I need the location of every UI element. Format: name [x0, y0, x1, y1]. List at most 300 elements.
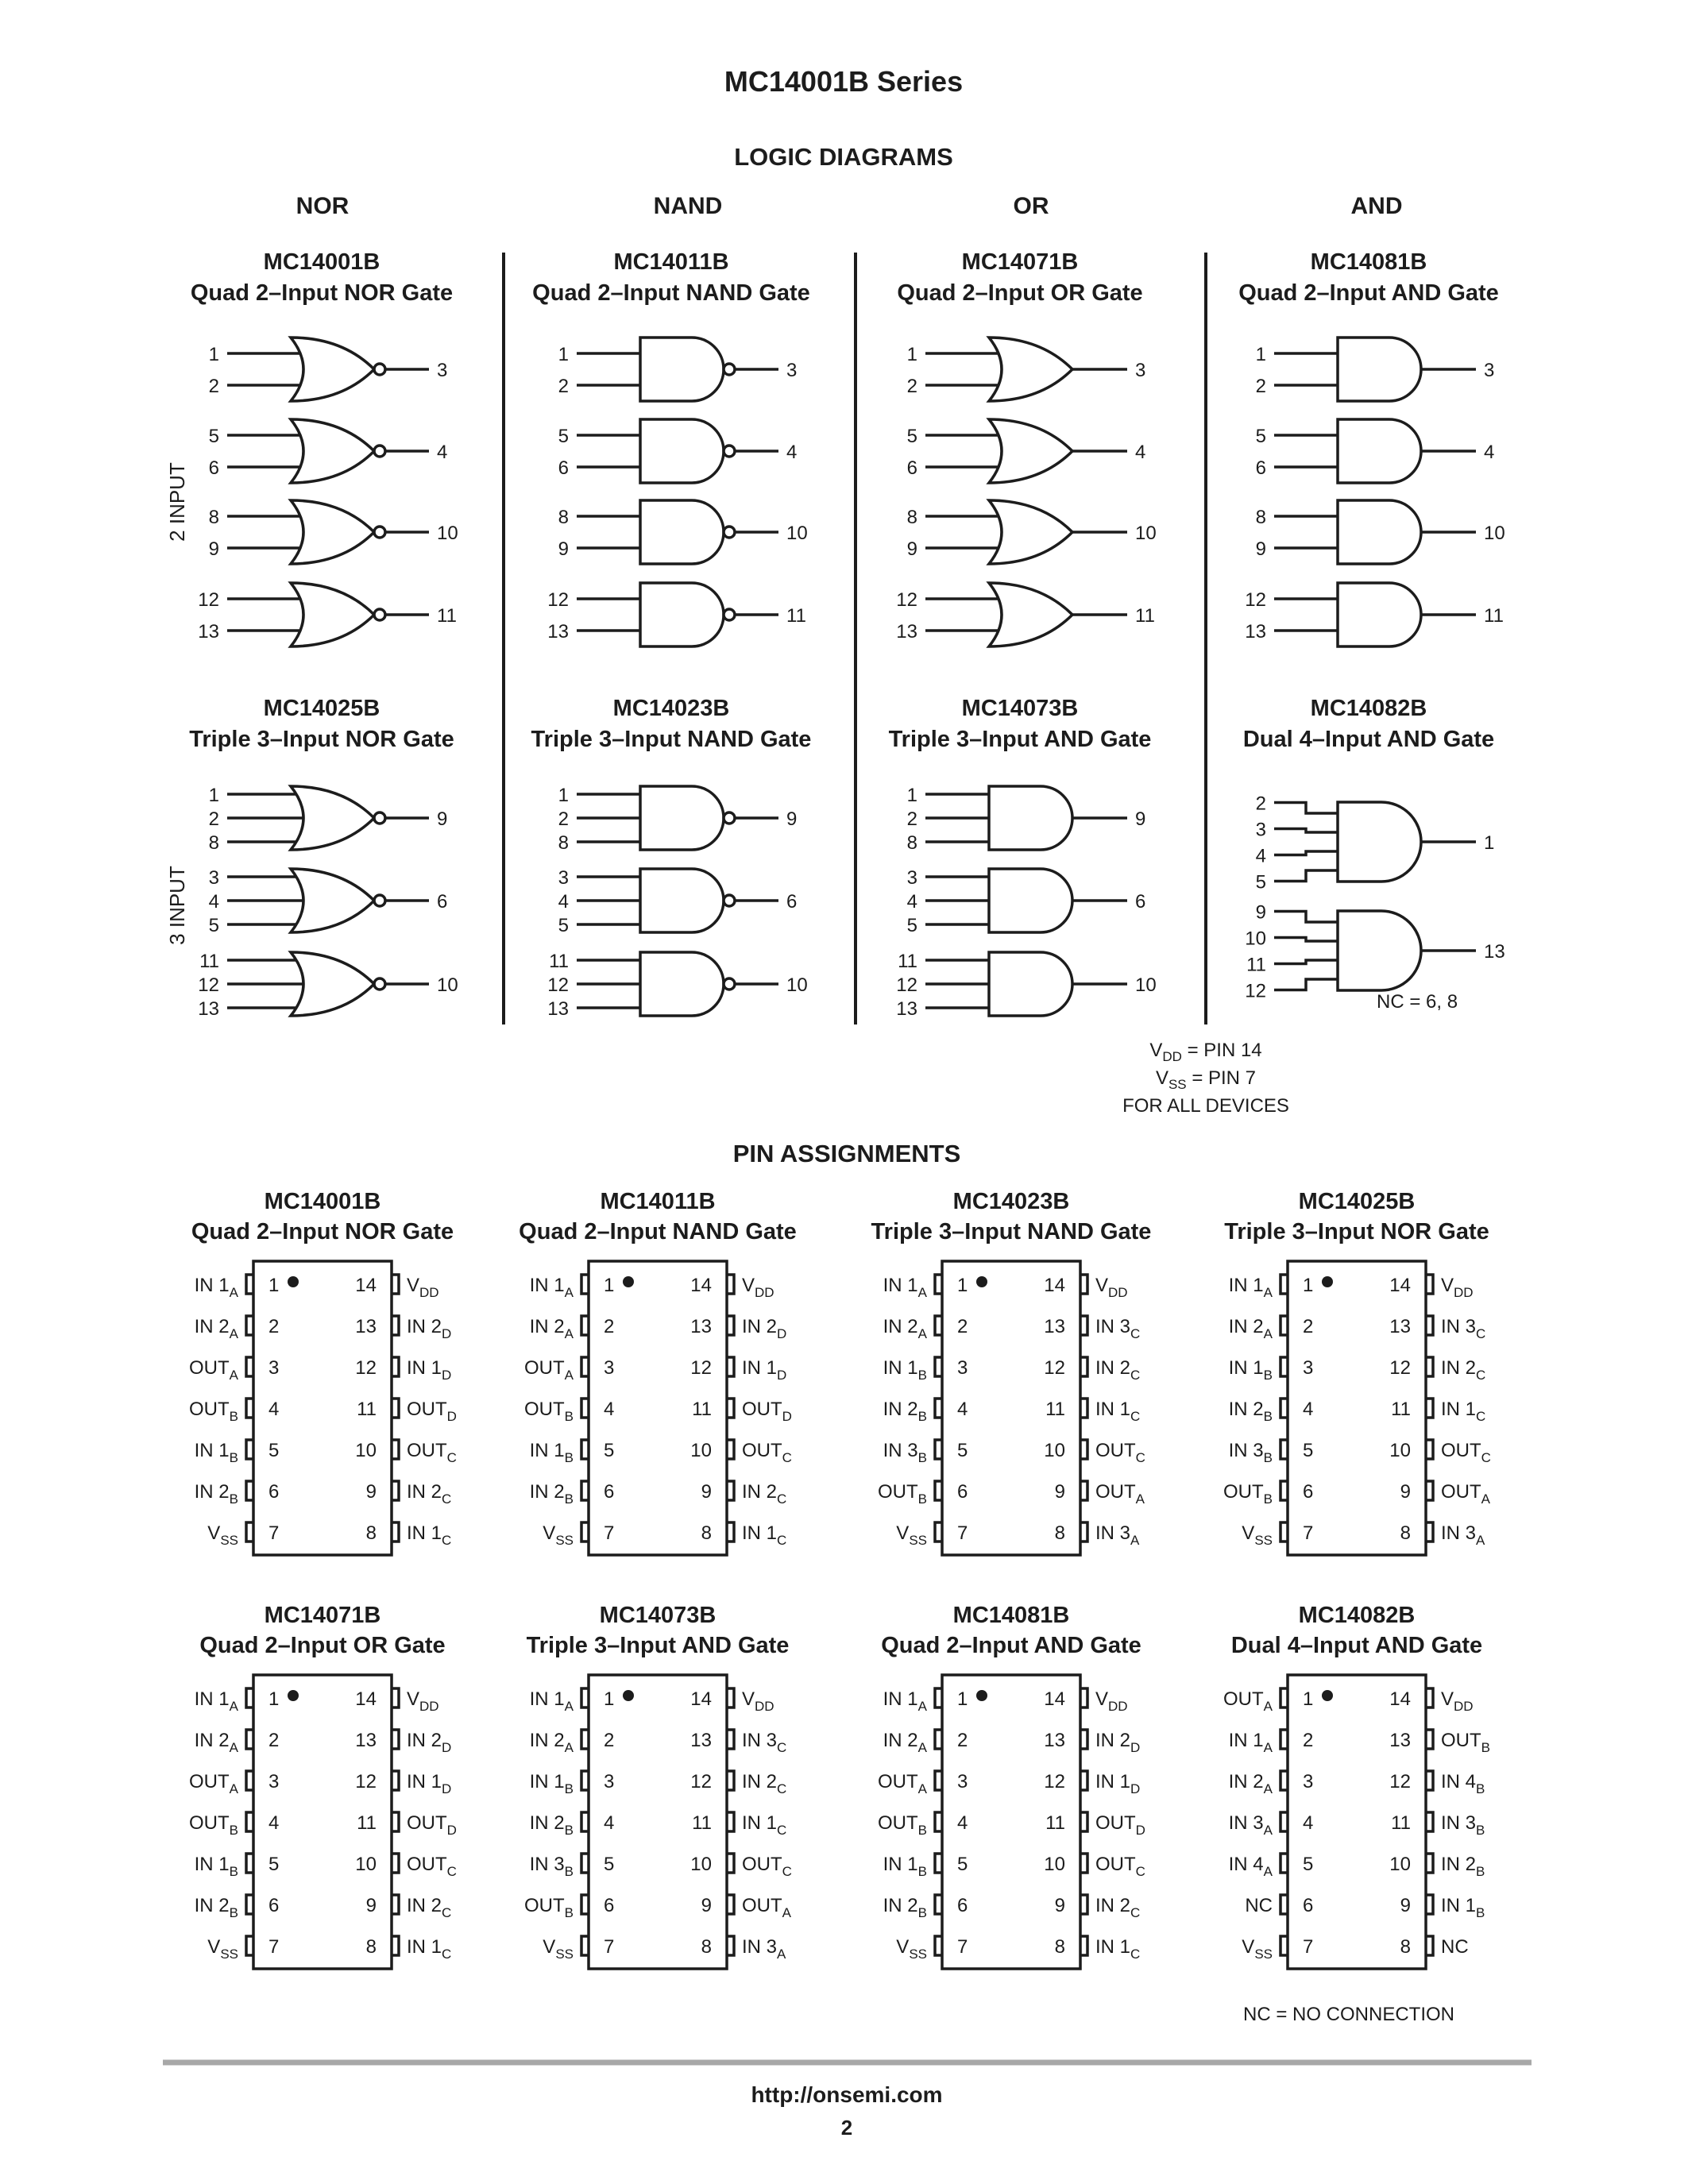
gate-body: [291, 419, 374, 483]
gate-input-wire: [1274, 870, 1338, 882]
pin-label-left: $V_{SS}$: [1242, 1522, 1273, 1548]
gate-input-pin: 8: [1255, 507, 1266, 528]
pin-package-mc14082b: [1223, 1603, 1490, 1969]
gate-input-pin: 2: [208, 808, 219, 830]
gate-body: [640, 869, 724, 932]
pin-label-right: IN $3_A$: [1441, 1522, 1485, 1548]
gate-input-pin: 3: [208, 867, 219, 889]
pin-label-right: $OUT_D$: [1095, 1812, 1145, 1838]
pin-number-left: 1: [957, 1275, 968, 1296]
pin-label-left: IN $1_A$: [529, 1688, 574, 1714]
pin-label-right: IN $3_C$: [742, 1730, 787, 1755]
gate-input-pin: 2: [906, 808, 917, 830]
pin-number-right: 12: [690, 1771, 712, 1792]
gate-output-pin: 4: [437, 442, 448, 463]
logic-part-number: MC14073B: [961, 696, 1079, 721]
logic-gate-and: [1245, 583, 1504, 646]
gate-body: [291, 583, 374, 646]
gate-output-pin: 3: [1484, 360, 1495, 381]
pin-label-left: IN $1_A$: [883, 1275, 927, 1300]
pin-label-right: IN $1_C$: [1095, 1936, 1141, 1962]
gate-input-pin: 12: [896, 589, 917, 611]
pin-number-right: 10: [1389, 1440, 1411, 1461]
pin-number-left: 4: [604, 1399, 615, 1420]
gate-input-pin: 9: [1255, 538, 1266, 560]
gate-input-pin: 1: [558, 785, 569, 806]
pin-label-right: IN $1_B$: [1441, 1895, 1485, 1920]
pin-number-right: 14: [1389, 1688, 1411, 1710]
pin-label-left: $V_{SS}$: [543, 1522, 574, 1548]
inversion-bubble: [724, 812, 735, 824]
gate-input-pin: 12: [1245, 980, 1266, 1002]
pin-label-left: IN $2_A$: [529, 1730, 574, 1755]
pin-number-left: 6: [604, 1481, 615, 1503]
pin-number-right: 9: [701, 1481, 712, 1503]
pin-label-right: $OUT_C$: [1095, 1440, 1145, 1465]
page-title: MC14001B Series: [724, 65, 964, 98]
pin-number-right: 14: [355, 1275, 377, 1296]
pin-label-right: IN $1_D$: [407, 1357, 452, 1383]
gate-input-pin: 2: [208, 376, 219, 397]
gate-output-pin: 10: [786, 523, 808, 544]
inversion-bubble: [374, 364, 385, 375]
pin-number-left: 7: [1303, 1936, 1314, 1958]
gate-output-pin: 4: [1135, 442, 1146, 463]
package-part-number: MC14025B: [1298, 1189, 1416, 1214]
gate-output-pin: 6: [786, 891, 798, 913]
pin-number-left: 5: [1303, 1854, 1314, 1875]
pin-number-right: 12: [690, 1357, 712, 1379]
gate-output-pin: 10: [437, 523, 458, 544]
package-description: Quad 2–Input AND Gate: [881, 1633, 1141, 1658]
pin-number-left: 4: [604, 1812, 615, 1834]
pin-number-right: 12: [1044, 1771, 1065, 1792]
gate-input-pin: 13: [1245, 621, 1266, 642]
gate-input-pin: 12: [547, 974, 569, 996]
pin-label-left: IN $1_A$: [529, 1275, 574, 1300]
nc-pins-note: NC = 6, 8: [1377, 991, 1458, 1013]
pin-label-right: IN $1_C$: [1095, 1399, 1141, 1424]
page-number: 2: [840, 2116, 853, 2140]
gate-output-pin: 6: [437, 891, 448, 913]
pin-number-right: 14: [690, 1688, 712, 1710]
pin-label-left: IN $2_A$: [529, 1316, 574, 1341]
pin-label-right: $OUT_C$: [1095, 1854, 1145, 1879]
logic-gate-nand: [558, 500, 808, 564]
gate-body: [640, 952, 724, 1016]
pin-label-right: $V_{DD}$: [1441, 1275, 1474, 1300]
pin-number-left: 2: [957, 1316, 968, 1337]
pin-label-left: NC: [1245, 1895, 1273, 1916]
pin-label-right: $OUT_D$: [742, 1399, 792, 1424]
pin-number-left: 2: [957, 1730, 968, 1751]
pin-label-right: $V_{DD}$: [742, 1275, 774, 1300]
inversion-bubble: [374, 978, 385, 990]
inversion-bubble: [724, 609, 735, 620]
gate-output-pin: 10: [1484, 523, 1505, 544]
gate-input-pin: 3: [1255, 819, 1266, 841]
logic-block-mc14023b: [531, 696, 812, 1020]
inversion-bubble: [374, 527, 385, 538]
pin-number-left: 5: [268, 1440, 280, 1461]
pin-number-right: 10: [690, 1854, 712, 1875]
pin-label-left: IN $3_B$: [883, 1440, 927, 1465]
gate-body: [291, 869, 374, 932]
pin-label-left: IN $4_A$: [1228, 1854, 1273, 1879]
gate-input-pin: 6: [906, 457, 917, 479]
logic-part-number: MC14082B: [1310, 696, 1427, 721]
pin-number-left: 1: [604, 1688, 615, 1710]
gate-input-pin: 2: [1255, 376, 1266, 397]
gate-input-wire: [1274, 938, 1338, 942]
gate-body: [291, 338, 374, 401]
inversion-bubble: [724, 364, 735, 375]
gate-input-pin: 13: [547, 621, 569, 642]
pin-label-right: $OUT_B$: [1441, 1730, 1491, 1755]
pin-label-right: $V_{DD}$: [742, 1688, 774, 1714]
pin-label-left: IN $2_A$: [194, 1730, 238, 1755]
pin-label-left: IN $1_A$: [1228, 1730, 1273, 1755]
gate-input-pin: 2: [1255, 793, 1266, 815]
gate-output-pin: 11: [1484, 605, 1504, 627]
pin-label-right: IN $1_C$: [407, 1936, 452, 1962]
gate-body: [291, 952, 374, 1016]
pin-label-left: IN $1_A$: [194, 1275, 238, 1300]
gate-input-pin: 2: [558, 376, 569, 397]
pin-number-left: 6: [268, 1481, 280, 1503]
pin-label-right: IN $2_D$: [407, 1316, 452, 1341]
gate-body: [989, 583, 1072, 646]
pin-number-left: 4: [1303, 1399, 1314, 1420]
pin-label-left: $OUT_A$: [188, 1357, 238, 1383]
gate-body: [640, 583, 724, 646]
logic-gate-and: [907, 785, 1146, 854]
gate-output-pin: 4: [1484, 442, 1495, 463]
logic-gate-nand: [547, 583, 806, 646]
pin-label-left: $V_{SS}$: [207, 1936, 238, 1962]
pin-label-right: IN $2_C$: [1095, 1895, 1141, 1920]
gate-input-pin: 6: [1255, 457, 1266, 479]
pin-label-left: IN $1_A$: [883, 1688, 927, 1714]
gate-body: [291, 500, 374, 564]
pin-label-left: IN $2_A$: [883, 1730, 927, 1755]
pin-number-left: 2: [1303, 1730, 1314, 1751]
gate-input-pin: 8: [906, 507, 917, 528]
pin-number-left: 3: [957, 1771, 968, 1792]
pin-label-right: $OUT_C$: [407, 1854, 457, 1879]
gate-input-pin: 1: [1255, 344, 1266, 365]
pin-number-left: 3: [957, 1357, 968, 1379]
gate-input-pin: 1: [208, 344, 219, 365]
pin-label-left: $OUT_B$: [877, 1812, 927, 1838]
logic-gate-nand: [547, 951, 807, 1020]
gate-input-pin: 8: [208, 832, 219, 854]
gate-input-wire: [1274, 851, 1338, 855]
pin-package-mc14071b: [189, 1603, 457, 1969]
pin-number-right: 9: [1400, 1895, 1411, 1916]
pin-number-left: 4: [1303, 1812, 1314, 1834]
logic-part-number: MC14011B: [613, 249, 729, 275]
gate-input-wire: [1274, 829, 1338, 833]
pin-number-right: 9: [365, 1481, 377, 1503]
gate-input-pin: 4: [1255, 845, 1266, 867]
package-description: Quad 2–Input NOR Gate: [191, 1219, 454, 1244]
pin-number-left: 3: [268, 1357, 280, 1379]
pin-label-right: IN $2_D$: [742, 1316, 787, 1341]
logic-gate-nand: [558, 338, 798, 401]
power-note-vss: $V_{SS}$ = PIN 7: [1155, 1067, 1257, 1092]
pin-label-right: IN $2_D$: [1095, 1730, 1141, 1755]
gate-body: [640, 500, 724, 564]
pin-number-right: 11: [1045, 1812, 1065, 1834]
pin-1-marker-dot: [976, 1276, 987, 1287]
pin-number-left: 2: [268, 1730, 280, 1751]
pin-number-right: 12: [1389, 1357, 1411, 1379]
pin-number-right: 8: [365, 1936, 377, 1958]
gate-input-pin: 8: [906, 832, 917, 854]
pin-label-right: IN $1_C$: [407, 1522, 452, 1548]
pin-number-left: 3: [1303, 1771, 1314, 1792]
pin-1-marker-dot: [288, 1690, 299, 1701]
pin-number-right: 10: [1389, 1854, 1411, 1875]
pin-label-right: IN $3_B$: [1441, 1812, 1485, 1838]
logic-gate-and: [1256, 419, 1495, 483]
pin-number-left: 7: [604, 1522, 615, 1544]
logic-gate-and: [1256, 338, 1495, 401]
gate-input-pin: 5: [1255, 426, 1266, 447]
column-heading-nand: NAND: [653, 193, 723, 219]
pin-number-right: 10: [690, 1440, 712, 1461]
pin-label-right: $OUT_D$: [407, 1812, 457, 1838]
pin-1-marker-dot: [288, 1276, 299, 1287]
pin-label-left: IN $2_A$: [1228, 1316, 1273, 1341]
logic-part-description: Quad 2–Input NOR Gate: [190, 280, 454, 306]
gate-input-pin: 5: [558, 915, 569, 936]
pin-label-left: IN $2_B$: [883, 1399, 927, 1424]
pin-label-right: IN $2_D$: [407, 1730, 452, 1755]
gate-body: [989, 786, 1072, 850]
gate-input-pin: 5: [906, 426, 917, 447]
gate-input-pin: 3: [906, 867, 917, 889]
gate-input-pin: 1: [906, 344, 917, 365]
pin-package-mc14011b: [519, 1189, 797, 1555]
pin-number-left: 7: [957, 1522, 968, 1544]
pin-label-left: $OUT_A$: [523, 1357, 574, 1383]
gate-input-pin: 1: [208, 785, 219, 806]
pin-number-right: 14: [1389, 1275, 1411, 1296]
pin-number-left: 1: [604, 1275, 615, 1296]
gate-output-pin: 4: [786, 442, 798, 463]
package-description: Quad 2–Input OR Gate: [199, 1633, 446, 1658]
pin-label-right: IN $1_C$: [742, 1812, 787, 1838]
gate-input-pin: 3: [558, 867, 569, 889]
pin-label-right: $OUT_C$: [742, 1854, 792, 1879]
logic-part-description: Triple 3–Input NOR Gate: [189, 727, 454, 752]
gate-output-pin: 3: [437, 360, 448, 381]
pin-label-right: $OUT_C$: [407, 1440, 457, 1465]
pin-1-marker-dot: [1322, 1690, 1333, 1701]
pin-number-right: 9: [1400, 1481, 1411, 1503]
gate-output-pin: 10: [786, 974, 808, 996]
package-description: Triple 3–Input NOR Gate: [1224, 1219, 1489, 1244]
pin-label-left: $V_{SS}$: [207, 1522, 238, 1548]
pin-label-right: IN $1_D$: [742, 1357, 787, 1383]
pin-1-marker-dot: [976, 1690, 987, 1701]
pin-label-right: IN $1_C$: [742, 1522, 787, 1548]
pin-label-left: IN $2_B$: [883, 1895, 927, 1920]
pin-label-left: IN $1_B$: [194, 1854, 238, 1879]
inversion-bubble: [724, 527, 735, 538]
pin-number-left: 1: [1303, 1688, 1314, 1710]
logic-gate-nand: [558, 867, 798, 936]
pin-number-right: 9: [1054, 1895, 1065, 1916]
gate-output-pin: 1: [1484, 832, 1495, 854]
logic-part-description: Quad 2–Input AND Gate: [1238, 280, 1499, 306]
logic-gate-nor: [209, 867, 448, 936]
gate-input-pin: 4: [558, 891, 569, 913]
pin-label-left: IN $1_B$: [529, 1771, 574, 1796]
gate-body: [989, 952, 1072, 1016]
pin-number-left: 7: [604, 1936, 615, 1958]
logic-block-mc14082b: [1243, 696, 1505, 1013]
gate-input-pin: 13: [198, 998, 219, 1020]
gate-input-pin: 12: [547, 589, 569, 611]
logic-part-description: Quad 2–Input OR Gate: [897, 280, 1143, 306]
gate-input-pin: 11: [199, 951, 219, 972]
package-part-number: MC14071B: [264, 1603, 381, 1628]
package-part-number: MC14023B: [952, 1189, 1070, 1214]
pin-number-left: 3: [604, 1771, 615, 1792]
pin-number-right: 13: [1044, 1730, 1065, 1751]
pin-number-left: 5: [604, 1854, 615, 1875]
power-note-all-devices: FOR ALL DEVICES: [1122, 1095, 1289, 1117]
logic-gate-or: [907, 500, 1157, 564]
gate-input-pin: 9: [558, 538, 569, 560]
pin-number-right: 8: [1054, 1936, 1065, 1958]
gate-input-pin: 1: [906, 785, 917, 806]
logic-block-mc14011b: [532, 249, 810, 646]
pin-label-left: IN $1_B$: [194, 1440, 238, 1465]
gate-body: [1338, 583, 1421, 646]
pin-number-left: 4: [268, 1399, 280, 1420]
pin-number-left: 7: [1303, 1522, 1314, 1544]
gate-input-pin: 4: [208, 891, 219, 913]
pin-number-left: 6: [268, 1895, 280, 1916]
pin-number-right: 13: [690, 1316, 712, 1337]
pin-number-right: 14: [690, 1275, 712, 1296]
pin-number-left: 4: [957, 1812, 968, 1834]
logic-part-description: Triple 3–Input AND Gate: [888, 727, 1152, 752]
pin-label-right: $V_{DD}$: [1095, 1275, 1128, 1300]
gate-body: [1338, 802, 1421, 882]
pin-label-left: $V_{SS}$: [896, 1522, 927, 1548]
column-heading-or: OR: [1013, 193, 1049, 219]
pin-number-left: 2: [1303, 1316, 1314, 1337]
pin-number-right: 8: [1054, 1522, 1065, 1544]
pin-number-right: 11: [357, 1812, 377, 1834]
package-description: Quad 2–Input NAND Gate: [519, 1219, 797, 1244]
gate-body: [989, 500, 1072, 564]
pin-label-left: $OUT_A$: [188, 1771, 238, 1796]
gate-body: [1338, 500, 1421, 564]
logic-gate-nor: [209, 500, 458, 564]
logic-gate-or: [907, 338, 1146, 401]
pin-number-left: 2: [268, 1316, 280, 1337]
pin-number-right: 8: [1400, 1522, 1411, 1544]
logic-block-mc14001b: [191, 249, 458, 646]
pin-number-right: 11: [1391, 1812, 1411, 1834]
gate-input-pin: 13: [547, 998, 569, 1020]
package-description: Triple 3–Input NAND Gate: [871, 1219, 1152, 1244]
inversion-bubble: [724, 978, 735, 990]
footer-url[interactable]: http://onsemi.com: [751, 2082, 943, 2107]
pin-label-right: $OUT_C$: [742, 1440, 792, 1465]
gate-input-pin: 5: [208, 426, 219, 447]
logic-part-number: MC14025B: [263, 696, 380, 721]
pin-label-left: IN $1_B$: [883, 1854, 927, 1879]
pin-number-right: 13: [1044, 1316, 1065, 1337]
gate-output-pin: 11: [437, 605, 457, 627]
pin-label-right: IN $3_A$: [1095, 1522, 1140, 1548]
gate-input-pin: 2: [906, 376, 917, 397]
logic-gate-nand: [558, 785, 798, 854]
logic-gate-nand: [558, 419, 798, 483]
logic-gate-nor: [209, 785, 448, 854]
pin-number-left: 5: [957, 1854, 968, 1875]
side-label-3-input: 3 INPUT: [165, 866, 189, 945]
pin-label-left: IN $1_B$: [529, 1440, 574, 1465]
pin-package-mc14025b: [1223, 1189, 1491, 1555]
gate-input-pin: 8: [208, 507, 219, 528]
gate-input-pin: 5: [906, 915, 917, 936]
gate-input-wire: [1274, 803, 1338, 814]
pin-number-right: 10: [355, 1440, 377, 1461]
pin-number-right: 13: [1389, 1316, 1411, 1337]
gate-input-pin: 12: [198, 974, 219, 996]
gate-output-pin: 3: [786, 360, 798, 381]
gate-input-pin: 8: [558, 507, 569, 528]
pin-number-left: 6: [957, 1481, 968, 1503]
pin-number-right: 11: [692, 1399, 712, 1420]
pin-number-left: 6: [1303, 1895, 1314, 1916]
pin-label-right: IN $4_B$: [1441, 1771, 1485, 1796]
pin-number-left: 5: [604, 1440, 615, 1461]
logic-block-mc14025b: [189, 696, 458, 1020]
pin-label-left: $V_{SS}$: [1242, 1936, 1273, 1962]
pin-number-right: 12: [1389, 1771, 1411, 1792]
package-part-number: MC14011B: [600, 1189, 716, 1214]
inversion-bubble: [374, 446, 385, 457]
pin-number-left: 4: [268, 1812, 280, 1834]
gate-input-pin: 6: [558, 457, 569, 479]
logic-part-number: MC14023B: [612, 696, 730, 721]
pin-1-marker-dot: [1322, 1276, 1333, 1287]
power-note-vdd: $V_{DD}$ = PIN 14: [1149, 1040, 1262, 1064]
pin-number-right: 13: [355, 1730, 377, 1751]
logic-gate-and: [907, 867, 1146, 936]
gate-input-pin: 6: [208, 457, 219, 479]
gate-input-pin: 12: [896, 974, 917, 996]
gate-body: [291, 786, 374, 850]
inversion-bubble: [724, 895, 735, 906]
package-part-number: MC14073B: [599, 1603, 717, 1628]
gate-body: [989, 419, 1072, 483]
logic-gate-or: [896, 583, 1155, 646]
logic-gate-nor: [209, 419, 448, 483]
gate-input-pin: 10: [1245, 928, 1266, 950]
pin-number-right: 8: [1400, 1936, 1411, 1958]
pin-package-mc14023b: [871, 1189, 1152, 1555]
